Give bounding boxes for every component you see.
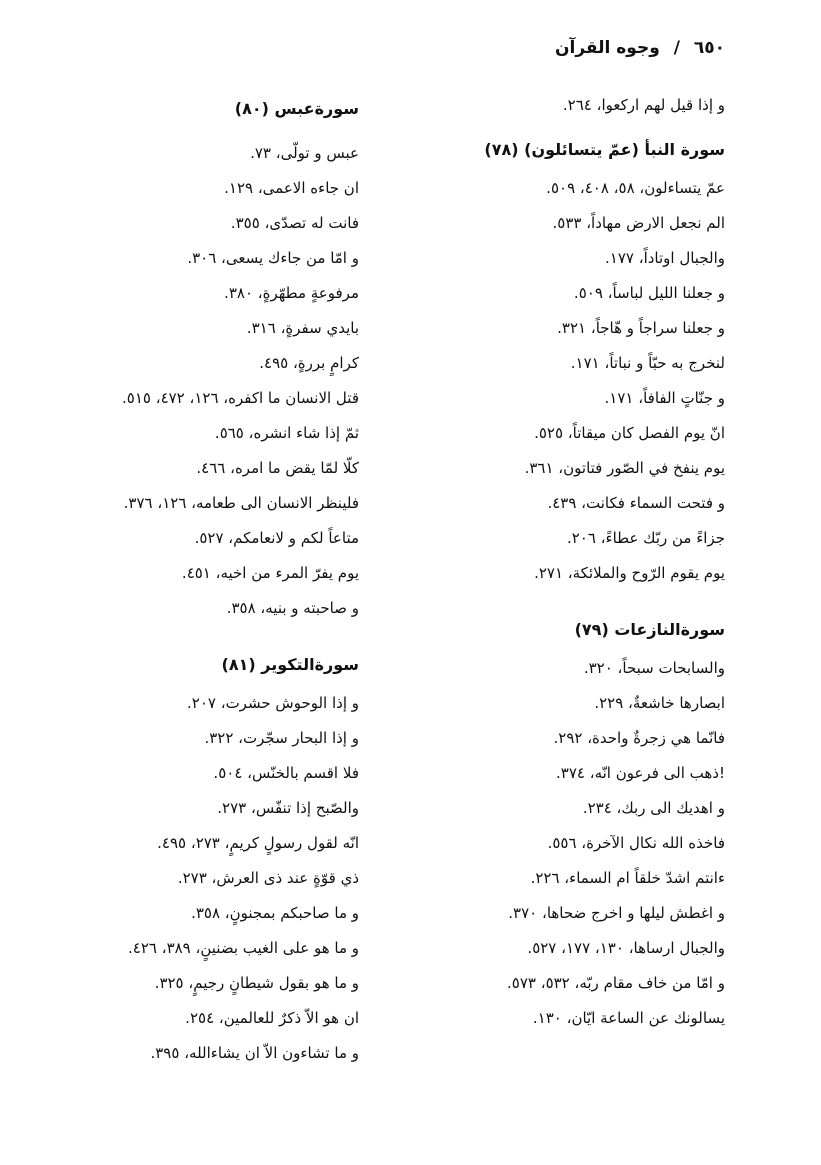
verse-line: انّه لقول رسولٍ كريمٍ، ٢٧٣، ٤٩٥. [157, 834, 359, 852]
verse-line: متاعاً لكم و لانعامكم، ٥٢٧. [194, 529, 359, 547]
verse-line: و إذا قيل لهم اركعوا، ٢٦٤. [562, 96, 725, 114]
verse-line: و ما هو بقول شيطانٍ رجيمٍ، ٣٢٥. [154, 974, 359, 992]
verse-line: فاخذه الله نكال الآخرة، ٥٥٦. [547, 834, 725, 852]
page-header [555, 38, 725, 58]
verse-line: كلّا لمّا يقض ما امره، ٤٦٦. [196, 459, 359, 477]
surah-title: سورةالتكوير (٨١) [221, 655, 359, 674]
page-number: ٦٥٠ [693, 38, 725, 58]
verse-line: و جنّاتٍ الفافاً، ١٧١. [604, 389, 725, 407]
verse-line: يوم يفرّ المرء من اخيه، ٤٥١. [181, 564, 359, 582]
verse-line: فلينظر الانسان الى طعامه، ١٢٦، ٣٧٦. [123, 494, 359, 512]
verse-line: و امّا من خاف مقام ربّه، ٥٣٢، ٥٧٣. [507, 974, 725, 992]
verse-line: و فتحت السماء فكانت، ٤٣٩. [547, 494, 725, 512]
surah-title: سورة النبأ (عمّ يتسائلون) (٧٨) [484, 140, 725, 159]
verse-line: !ذهب الى فرعون انّه، ٣٧٤. [556, 764, 725, 782]
verse-line: و جعلنا سراجاً و هّاجاً، ٣٢١. [557, 319, 725, 337]
verse-line: يسالونك عن الساعة ايّان، ١٣٠. [532, 1009, 725, 1027]
verse-line: لنخرج به حبّاً و نباتاً، ١٧١. [570, 354, 725, 372]
verse-line: والجبال اوتاداً، ١٧٧. [605, 249, 725, 267]
verse-line: بايدي سفرةٍ، ٣١٦. [246, 319, 359, 337]
verse-line: و ما هو على الغيب بضنينٍ، ٣٨٩، ٤٢٦. [128, 939, 359, 957]
verse-line: ابصارها خاشعةٌ، ٢٢٩. [594, 694, 725, 712]
verse-line: ان جاءه الاعمى، ١٢٩. [224, 179, 359, 197]
verse-line: و إذا الوحوش حشرت، ٢٠٧. [187, 694, 359, 712]
verse-line: فانت له تصدّى، ٣٥٥. [230, 214, 359, 232]
verse-line: يوم ينفخ في الصّور فتاتون، ٣٦١. [524, 459, 725, 477]
verse-line: والسابحات سبحاً، ٣٢٠. [583, 659, 725, 677]
verse-line: و ما صاحبكم بمجنونٍ، ٣٥٨. [191, 904, 359, 922]
verse-line: والصّبح إذا تنفّس، ٢٧٣. [217, 799, 359, 817]
surah-title: سورةعبس (٨٠) [234, 99, 359, 118]
book-title: وجوه القرآن [555, 38, 660, 58]
verse-line: و اهديك الى ربك، ٢٣٤. [582, 799, 725, 817]
verse-line: يوم يقوم الرّوح والملائكة، ٢٧١. [534, 564, 725, 582]
verse-line: و اغطش ليلها و اخرج ضحاها، ٣٧٠. [508, 904, 725, 922]
header-separator: / [673, 38, 680, 58]
left-column [59, 88, 359, 1071]
verse-line: عبس و تولّى، ٧٣. [250, 144, 359, 162]
verse-line: قتل الانسان ما اكفره، ١٢٦، ٤٧٢، ٥١٥. [122, 389, 359, 407]
verse-line: فانّما هي زجرةٌ واحدة، ٢٩٢. [553, 729, 725, 747]
verse-line: ان هو الاّ ذكرٌ للعالمين، ٢٥٤. [185, 1009, 359, 1027]
verse-line: كرامٍ بررةٍ، ٤٩٥. [259, 354, 359, 372]
verse-line: فلا اقسم بالخنّس، ٥٠٤. [213, 764, 359, 782]
verse-line: مرفوعةٍ مطهّرةٍ، ٣٨٠. [224, 284, 359, 302]
verse-line: عمّ يتساءلون، ٥٨، ٤٠٨، ٥٠٩. [546, 179, 725, 197]
verse-line: ثمّ إذا شاء انشره، ٥٦٥. [214, 424, 359, 442]
verse-line: جزاءً من ربّك عطاءً، ٢٠٦. [566, 529, 725, 547]
verse-line: والجبال ارساها، ١٣٠، ١٧٧، ٥٢٧. [527, 939, 725, 957]
verse-line: انّ يوم الفصل كان ميقاتاً، ٥٢٥. [534, 424, 725, 442]
verse-line: ذي قوّةٍ عند ذى العرش، ٢٧٣. [177, 869, 359, 887]
verse-line: ءانتم اشدّ خلقاً ام السماء، ٢٢٦. [530, 869, 725, 887]
surah-title: سورةالنازعات (٧٩) [574, 620, 725, 639]
verse-line: و إذا البحار سجّرت، ٣٢٢. [204, 729, 359, 747]
right-column [395, 88, 725, 1036]
verse-line: الم نجعل الارض مهاداً، ٥٣٣. [552, 214, 725, 232]
verse-line: و صاحبته و بنيه، ٣٥٨. [226, 599, 359, 617]
verse-line: و جعلنا الليل لباساً، ٥٠٩. [573, 284, 725, 302]
verse-line: و امّا من جاءك يسعى، ٣٠٦. [187, 249, 359, 267]
verse-line: و ما تشاءون الاّ ان يشاءالله، ٣٩٥. [150, 1044, 359, 1062]
